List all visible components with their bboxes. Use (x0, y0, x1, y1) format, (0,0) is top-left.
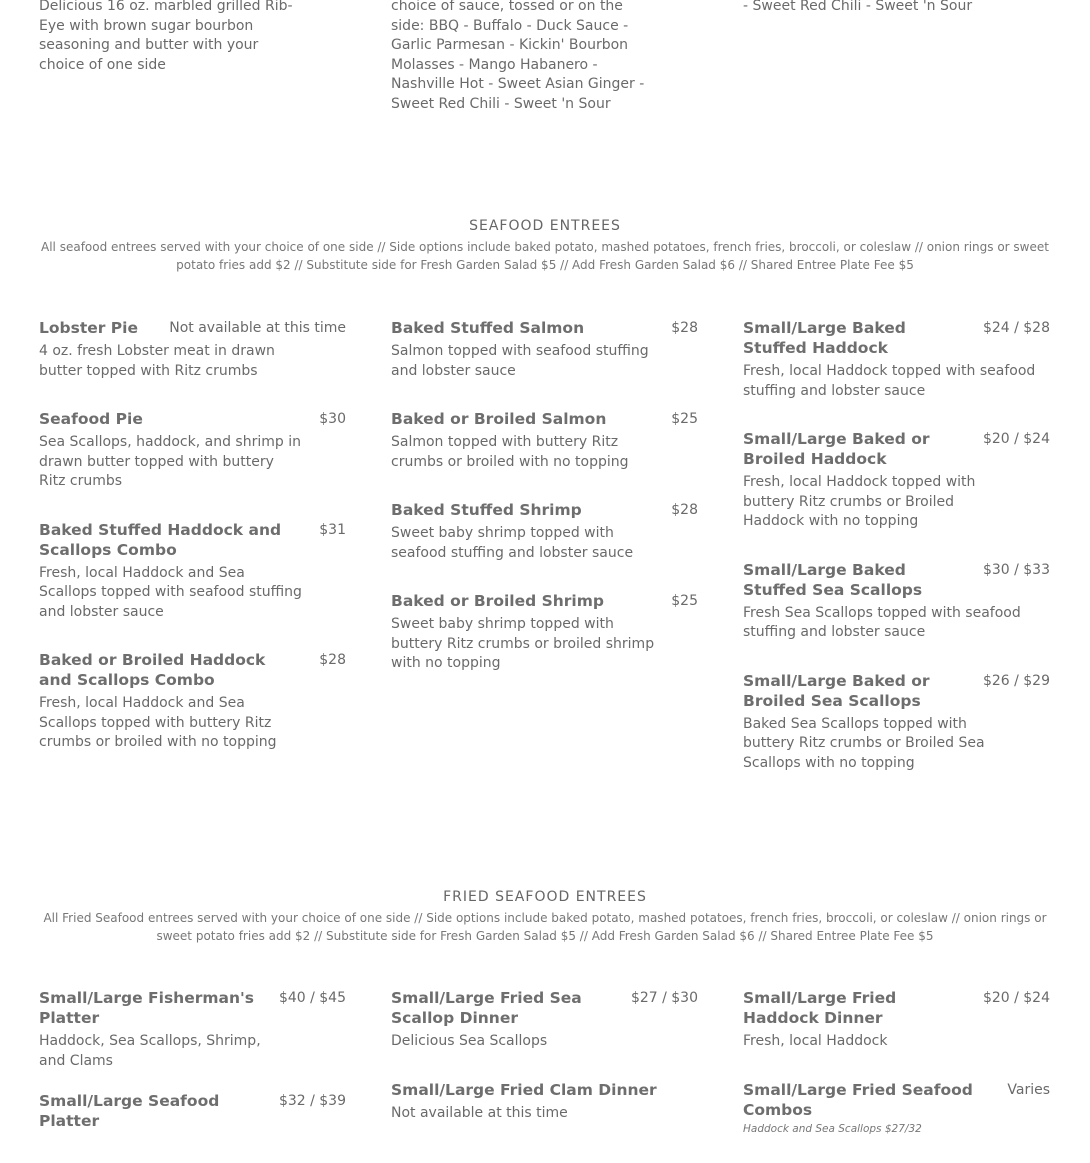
item-description: Salmon topped with buttery Ritz crumbs or broiled with no topping (391, 434, 629, 470)
menu-item (391, 1080, 698, 1124)
seafood-section-title: SEAFOOD ENTREES (469, 218, 621, 234)
item-name: Small/Large Fried Seafood Combos (743, 1080, 973, 1119)
item-description: Baked Sea Scallops topped with buttery Ritz crumbs or Broiled Sea Scallops with no topping (743, 715, 985, 771)
item-name: Small/Large Fried Clam Dinner (391, 1080, 657, 1099)
menu-item (39, 520, 346, 623)
menu-item (743, 429, 1050, 532)
menu-item (391, 318, 698, 381)
item-name: Baked Stuffed Haddock and Scallops Combo (39, 520, 282, 559)
seafood-column-3 (743, 318, 1050, 801)
menu-item (39, 650, 346, 753)
item-price: $28 (319, 652, 346, 668)
seafood-section-subtitle: All seafood entrees served with your choice of one side // Side options include baked potato, mashed potatoes, french fries, broccoli, or coleslaw // onion rings or sweet potato fries add $2 // Substitute side for Fresh Garden Salad $5 // Add Fresh Garden Salad $6 // Shared Entree Plate Fee $5 (41, 240, 1049, 272)
item-price: $26 / $29 (982, 672, 1050, 689)
item-name: Seafood Pie (39, 410, 143, 428)
item-price: Varies (1007, 1081, 1050, 1098)
item-description: Fresh, local Haddock and Sea Scallops topped with seafood stuffing and lobster sauce (39, 564, 302, 620)
item-price: $20 / $24 (982, 990, 1050, 1006)
item-name: Small/Large Seafood Platter (39, 1092, 220, 1130)
wings-sauce-description: choice of sauce, tossed or on the side: BBQ - Buffalo - Duck Sauce - Garlic Parmesan - Kickin' Bourbon Molasses - Mango Habanero - Nashville Hot - Sweet Asian Ginger - Sweet Red Chili - Sweet 'n Sour (391, 0, 645, 112)
menu-item (39, 409, 346, 492)
menu-item (39, 1091, 346, 1131)
item-name: Small/Large Baked Stuffed Sea Scallops (743, 560, 923, 599)
item-name: Baked or Broiled Shrimp (391, 592, 604, 610)
menu-item (391, 500, 698, 563)
item-price: $31 (319, 521, 346, 538)
menu-item (743, 1080, 1050, 1135)
item-description: Salmon topped with seafood stuffing and lobster sauce (391, 343, 649, 379)
item-price: $24 / $28 (982, 320, 1050, 336)
menu-item (743, 988, 1050, 1052)
item-price: $28 (671, 320, 698, 336)
menu-item (39, 318, 346, 381)
item-description: Delicious Sea Scallops (391, 1033, 548, 1049)
item-name: Small/Large Baked or Broiled Sea Scallops (743, 671, 930, 710)
seafood-column-2 (391, 318, 698, 702)
item-name: Lobster Pie (39, 319, 138, 337)
menu-item (391, 409, 698, 472)
seafood-column-1 (39, 318, 346, 781)
item-name: Small/Large Baked or Broiled Haddock (743, 430, 930, 468)
item-price: $30 (319, 411, 346, 427)
menu-item (39, 988, 346, 1071)
item-name: Small/Large Fisherman's Platter (39, 989, 254, 1027)
item-price: $25 (671, 411, 698, 427)
fried-column-2 (391, 988, 698, 1151)
item-description: Haddock, Sea Scallops, Shrimp, and Clams (39, 1033, 261, 1069)
item-description: Fresh, local Haddock and Sea Scallops topped with buttery Ritz crumbs or broiled with no topping (39, 695, 277, 750)
menu-item (391, 591, 698, 674)
item-note: Haddock and Sea Scallops $27/32 (743, 1122, 922, 1135)
fried-column-3 (743, 988, 1050, 1163)
item-description: Fresh Sea Scallops topped with seafood stuffing and lobster sauce (743, 604, 1021, 640)
item-description: Sweet baby shrimp topped with buttery Ritz crumbs or broiled shrimp with no topping (391, 616, 655, 671)
item-name: Small/Large Fried Haddock Dinner (743, 989, 897, 1027)
menu-item (391, 988, 698, 1052)
item-name: Baked or Broiled Haddock and Scallops Combo (39, 651, 266, 689)
ribeye-description: Delicious 16 oz. marbled grilled Rib-Eye with brown sugar bourbon seasoning and butter with your choice of one side (39, 0, 293, 73)
item-name: Baked Stuffed Salmon (391, 319, 585, 337)
item-description: Fresh, local Haddock (743, 1033, 888, 1049)
item-price: $32 / $39 (278, 1093, 346, 1109)
item-name: Baked or Broiled Salmon (391, 410, 607, 428)
item-name: Small/Large Fried Sea Scallop Dinner (391, 989, 582, 1027)
item-price: $27 / $30 (630, 990, 698, 1006)
item-description: Sweet baby shrimp topped with seafood stuffing and lobster sauce (391, 525, 634, 561)
item-description: Not available at this time (391, 1104, 568, 1121)
fried-column-1 (39, 988, 346, 1159)
item-price: $40 / $45 (278, 990, 346, 1006)
item-name: Small/Large Baked Stuffed Haddock (743, 319, 906, 357)
item-description: Fresh, local Haddock topped with seafood stuffing and lobster sauce (743, 363, 1036, 399)
menu-item (743, 560, 1050, 643)
item-description: Sea Scallops, haddock, and shrimp in drawn butter topped with buttery Ritz crumbs (39, 434, 301, 489)
menu-item (743, 318, 1050, 401)
item-price: $20 / $24 (982, 431, 1050, 447)
item-price: $30 / $33 (982, 561, 1050, 578)
item-price: $25 (671, 593, 698, 609)
item-name: Baked Stuffed Shrimp (391, 501, 582, 519)
menu-item (743, 671, 1050, 774)
item-price: Not available at this time (169, 320, 346, 336)
item-description: Fresh, local Haddock topped with buttery Ritz crumbs or Broiled Haddock with no topping (743, 474, 976, 529)
fried-section-title: FRIED SEAFOOD ENTREES (443, 889, 647, 905)
item-price: $28 (671, 502, 698, 518)
fried-section-subtitle: All Fried Seafood entrees served with your choice of one side // Side options include baked potato, mashed potatoes, french fries, broccoli, or coleslaw // onion rings or sweet potato fries add $2 // Substitute side for Fresh Garden Salad $5 // Add Fresh Garden Salad $6 // Shared Entree Plate Fee $5 (43, 911, 1047, 943)
item-description: 4 oz. fresh Lobster meat in drawn butter topped with Ritz crumbs (39, 343, 275, 379)
tenders-sauce-description: - Sweet Red Chili - Sweet 'n Sour (743, 0, 973, 14)
